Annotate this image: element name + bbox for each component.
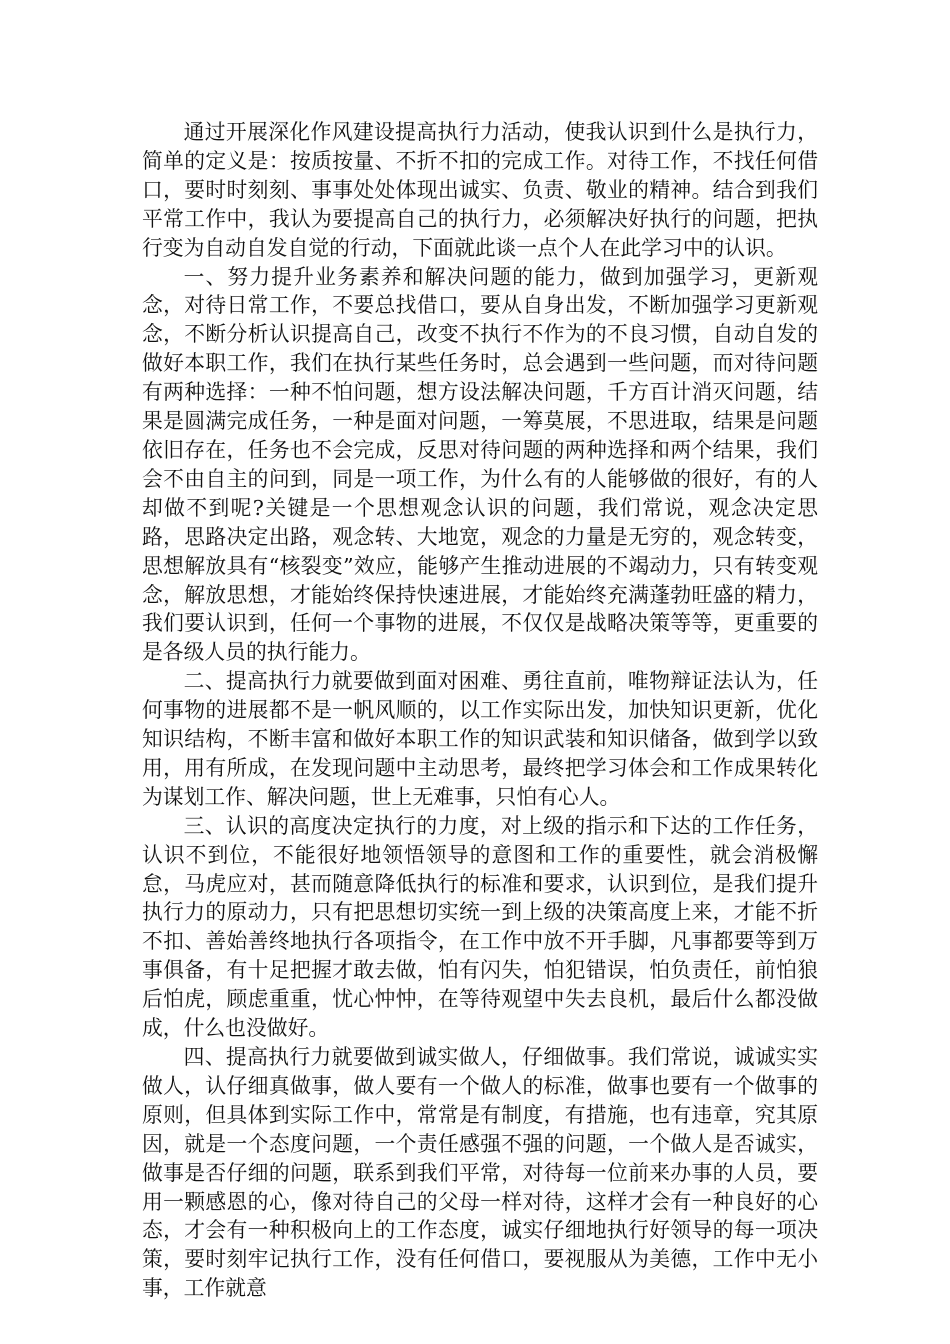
document-body: [142, 118, 818, 1303]
paragraph-point-one: 一、努力提升业务素养和解决问题的能力，做到加强学习，更新观念，对待日常工作，不要总找借口，要从自身出发，不断加强学习更新观念，不断分析认识提高自己，改变不执行不作为的不良习惯，自动自发的做好本职工作，我们在执行某些任务时，总会遇到一些问题，而对待问题有两种选择：一种不怕问题，想方设法解决问题，千方百计消灭问题，结果是圆满完成任务，一种是面对问题，一筹莫展，不思进取，结果是问题依旧存在，任务也不会完成，反思对待问题的两种选择和两个结果，我们会不由自主的问到，同是一项工作，为什么有的人能够做的很好，有的人却做不到呢?关键是一个思想观念认识的问题，我们常说，观念决定思路，思路决定出路，观念转、大地宽，观念的力量是无穷的，观念转变，思想解放具有“核裂变”效应，能够产生推动进展的不竭动力，只有转变观念，解放思想，才能始终保持快速进展，才能始终充满蓬勃旺盛的精力，我们要认识到，任何一个事物的进展，不仅仅是战略决策等等，更重要的是各级人员的执行能力。: [142, 264, 818, 665]
paragraph-point-two: 二、提高执行力就要做到面对困难、勇往直前，唯物辩证法认为，任何事物的进展都不是一帆风顺的，以工作实际出发，加快知识更新，优化知识结构，不断丰富和做好本职工作的知识武装和知识储备，做到学以致用，用有所成，在发现问题中主动思考，最终把学习体会和工作成果转化为谋划工作、解决问题，世上无难事，只怕有心人。: [142, 669, 818, 809]
paragraph-point-three: 三、认识的高度决定执行的力度，对上级的指示和下达的工作任务，认识不到位，不能很好地领悟领导的意图和工作的重要性，就会消极懈怠，马虎应对，甚而随意降低执行的标准和要求，认识到位，是我们提升执行力的原动力，只有把思想切实统一到上级的决策高度上来，才能不折不扣、善始善终地执行各项指令，在工作中放不开手脚，凡事都要等到万事俱备，有十足把握才敢去做，怕有闪失，怕犯错误，怕负责任，前怕狼后怕虎，顾虑重重，忧心忡忡，在等待观望中失去良机，最后什么都没做成，什么也没做好。: [142, 813, 818, 1041]
paragraph-intro: 通过开展深化作风建设提高执行力活动，使我认识到什么是执行力，简单的定义是：按质按量、不折不扣的完成工作。对待工作，不找任何借口，要时时刻刻、事事处处体现出诚实、负责、敬业的精神。结合到我们平常工作中，我认为要提高自己的执行力，必须解决好执行的问题，把执行变为自动自发自觉的行动，下面就此谈一点个人在此学习中的认识。: [142, 120, 818, 260]
paragraph-point-four: 四、提高执行力就要做到诚实做人，仔细做事。我们常说，诚诚实实做人，认仔细真做事，做人要有一个做人的标准，做事也要有一个做事的原则，但具体到实际工作中，常常是有制度，有措施，也有违章，究其原因，就是一个态度问题，一个责任感强不强的问题，一个做人是否诚实，做事是否仔细的问题，联系到我们平常，对待每一位前来办事的人员，要用一颗感恩的心，像对待自己的父母一样对待，这样才会有一种良好的心态，才会有一种积极向上的工作态度，诚实仔细地执行好领导的每一项决策，要时刻牢记执行工作，没有任何借口，要视服从为美德，工作中无小事，工作就意: [142, 1045, 818, 1301]
